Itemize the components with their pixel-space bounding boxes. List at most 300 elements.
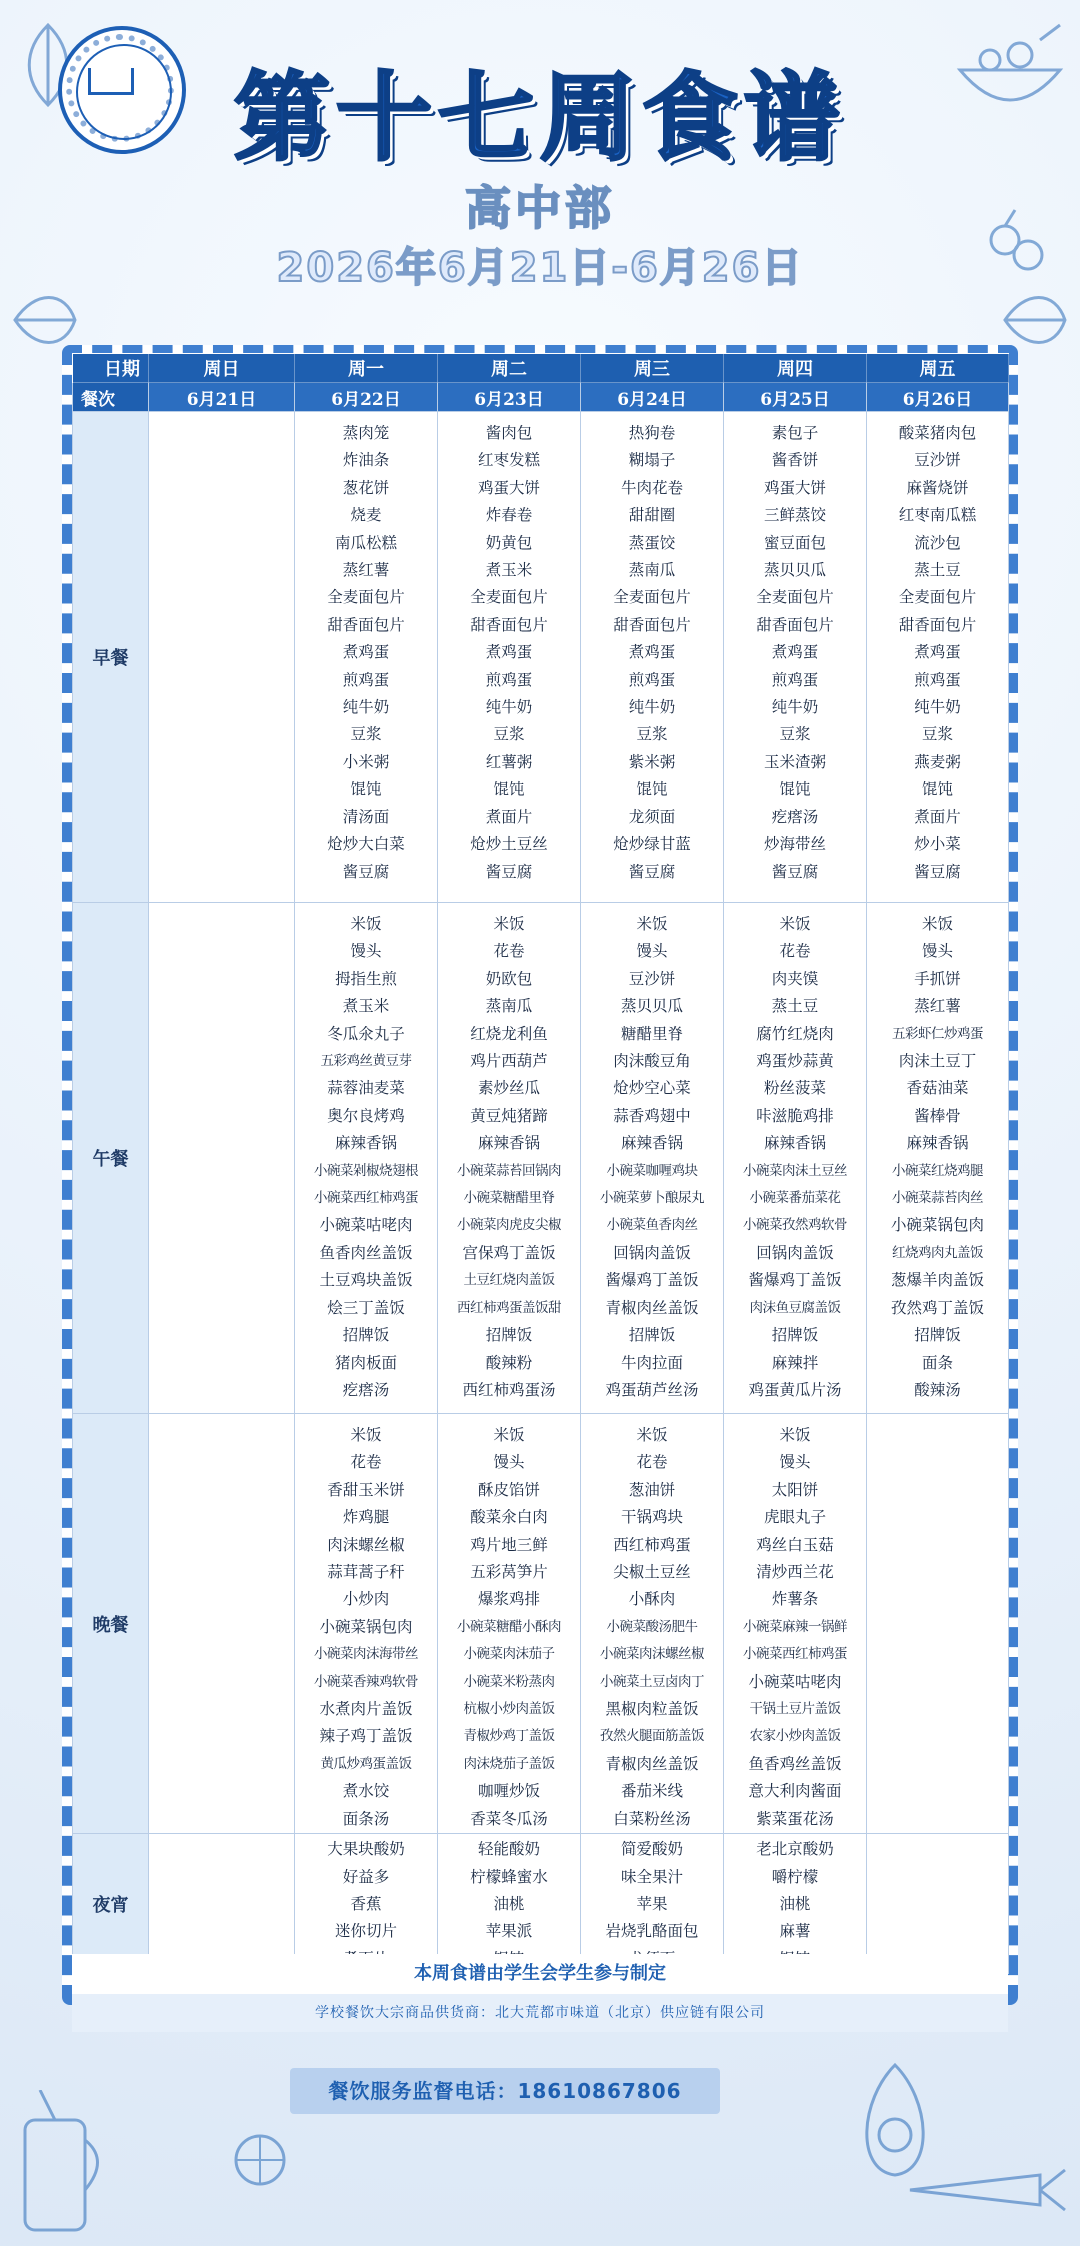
dish-item: 酸菜氽白肉 [470,1508,548,1527]
dish-item: 鸡蛋黄瓜片汤 [748,1380,842,1399]
dish-item: 酱豆腐 [914,862,961,881]
dish-item: 小碗菜土豆卤肉丁 [600,1673,704,1690]
dish-item: 鸡片地三鲜 [470,1535,548,1554]
dish-item: 腐竹红烧肉 [756,1024,834,1043]
dish-item: 麻酱烧饼 [906,478,969,497]
dish-item: 豆浆 [779,725,811,744]
dish-item: 酸菜猪肉包 [898,424,977,442]
menu-cell [867,1834,1009,1974]
day-date: 6月21日 [149,383,295,412]
menu-cell [149,1834,295,1974]
menu-cell [724,903,867,1414]
dish-item: 招牌饭 [771,1326,819,1345]
dish-item: 苹果 [636,1894,668,1913]
dish-item: 甜甜圈 [628,506,676,525]
dish-item: 蒸南瓜 [485,997,533,1016]
meal-row [73,1414,1009,1834]
dish-item: 小碗菜咕咾肉 [319,1216,413,1235]
dish-item: 鱼香肉丝盖饭 [319,1243,413,1262]
dish-item: 奶黄包 [485,533,533,552]
dish-item: 小碗菜肉沫茄子 [463,1646,555,1663]
dish-item: 麻辣香锅 [906,1134,969,1153]
dish-item: 五彩莴笋片 [470,1563,548,1582]
dish-item: 肉沫螺丝椒 [327,1535,405,1554]
dish-item: 全麦面包片 [898,588,977,607]
carrot-doodle-icon [900,2160,1070,2220]
dish-item: 酱香饼 [771,451,819,470]
dish-item: 小碗菜蒜苔回锅肉 [457,1162,561,1179]
dish-item: 玉米渣粥 [763,752,826,771]
dish-item: 煮面片 [914,807,961,826]
day-date: 6月25日 [724,383,867,412]
dish-item: 小碗菜锅包肉 [319,1617,413,1636]
dish-item: 蒸红薯 [914,997,961,1016]
dish-item: 猪肉板面 [334,1353,397,1372]
dish-item: 麻辣拌 [771,1353,819,1372]
dish-item: 燕麦粥 [914,752,961,771]
dish-item: 米饭 [921,915,953,933]
day-header-row [73,354,1009,383]
dish-item: 烩三丁盖饭 [327,1298,405,1317]
dish-item: 酱爆鸡丁盖饭 [748,1271,842,1290]
day-date: 6月24日 [581,383,724,412]
dish-item: 甜香面包片 [613,615,691,634]
dish-item: 麻辣香锅 [620,1134,683,1153]
dish-item: 葱花饼 [342,478,390,497]
dish-item: 紫菜蛋花汤 [756,1809,834,1828]
dish-item: 全麦面包片 [327,588,405,607]
menu-cell [581,1414,724,1834]
dish-item: 西红柿鸡蛋 [613,1535,691,1554]
day-name: 周五 [867,354,1009,383]
dish-item: 红枣发糕 [477,451,540,470]
dish-item: 手抓饼 [914,969,961,988]
dish-item: 小碗菜肉沫海带丝 [314,1646,418,1663]
dish-item: 煎鸡蛋 [628,670,676,689]
dish-item: 蒸贝贝瓜 [620,997,683,1016]
dish-item: 米饭 [636,915,668,933]
dish-item: 咔滋脆鸡排 [756,1106,834,1125]
dish-item: 南瓜松糕 [334,533,397,552]
dish-item: 香菜冬瓜汤 [470,1809,548,1828]
dish-item: 炸油条 [342,451,390,470]
dish-item: 鸡丝白玉菇 [756,1535,834,1554]
dish-item: 好益多 [342,1867,390,1886]
day-name: 周日 [149,354,295,383]
dish-item: 酱肉包 [485,424,533,442]
dish-item: 干锅鸡块 [620,1508,683,1527]
dish-item: 五彩鸡丝黄豆芽 [320,1053,412,1070]
menu-cell [295,1414,438,1834]
dish-item: 轻能酸奶 [477,1840,540,1859]
dish-item: 炒海带丝 [763,835,826,854]
dish-item: 甜香面包片 [756,615,834,634]
dish-item: 岩烧乳酪面包 [605,1922,699,1941]
dish-item: 豆浆 [921,725,953,744]
dish-item: 水煮肉片盖饭 [319,1700,413,1719]
dish-item: 煎鸡蛋 [485,670,533,689]
dish-item: 回锅肉盖饭 [756,1243,834,1262]
dish-item: 米饭 [636,1426,668,1444]
dish-item: 纯牛奶 [771,698,819,717]
menu-cell [581,903,724,1414]
dish-item: 苹果派 [485,1922,533,1941]
dish-item: 花卷 [636,1453,668,1472]
dish-item: 鸡蛋炒蒜黄 [756,1052,834,1071]
dish-item: 小碗菜红烧鸡腿 [892,1162,983,1179]
dish-item: 酱豆腐 [628,862,676,881]
dish-item: 虎眼丸子 [763,1508,826,1527]
day-name: 周三 [581,354,724,383]
dish-item: 鸡蛋大饼 [763,478,826,497]
dish-item: 粉丝菠菜 [763,1079,826,1098]
leaf-doodle-icon [1000,290,1070,350]
dish-item: 农家小炒肉盖饭 [749,1728,841,1745]
menu-cell [149,412,295,903]
day-name: 周四 [724,354,867,383]
dish-item: 馒头 [493,1453,525,1472]
dish-item: 炸春卷 [485,506,533,525]
page-title: 第十七周食谱 [234,62,846,174]
dish-item: 麻辣香锅 [334,1134,397,1153]
dish-item: 小碗菜西红柿鸡蛋 [314,1190,418,1207]
dish-item: 龙须面 [628,807,676,826]
dish-item: 米饭 [350,915,382,933]
dish-item: 豆沙饼 [914,451,961,470]
date-header-row [73,383,1009,412]
dish-item: 蒜茸蒿子秆 [327,1563,405,1582]
dish-item: 小碗菜香辣鸡软骨 [314,1673,418,1690]
dish-item: 全麦面包片 [756,588,834,607]
dish-item: 馄饨 [921,780,953,799]
dish-item: 小碗菜剁椒烧翅根 [314,1162,418,1179]
dish-item: 清汤面 [342,807,390,826]
dish-item: 大果块酸奶 [327,1840,405,1859]
dish-item: 煮玉米 [342,997,390,1016]
dish-item: 蒜香鸡翅中 [613,1106,691,1125]
dish-item: 油桃 [493,1894,525,1913]
dish-item: 油桃 [779,1894,811,1913]
dish-item: 甜香面包片 [327,615,405,634]
dish-item: 炝炒土豆丝 [470,835,548,854]
dish-item: 酸辣粉 [485,1353,533,1372]
dish-item: 嚼柠檬 [771,1867,819,1886]
dish-item: 蒸南瓜 [628,561,676,580]
dish-item: 炝炒大白菜 [327,835,405,854]
day-name: 周一 [295,354,438,383]
dish-item: 糖醋里脊 [620,1024,683,1043]
dish-item: 青椒肉丝盖饭 [605,1754,699,1773]
dish-item: 麻辣香锅 [763,1134,826,1153]
dish-item: 小碗菜酸汤肥牛 [606,1618,698,1635]
menu-cell [295,903,438,1414]
dish-item: 花卷 [779,942,811,961]
day-name: 周二 [438,354,581,383]
dish-item: 炸薯条 [771,1590,819,1609]
dish-item: 香蕉 [350,1894,382,1913]
dish-item: 糊塌子 [628,451,676,470]
dish-item: 简爱酸奶 [620,1840,683,1859]
dish-item: 米饭 [493,1426,525,1444]
dish-item: 炒小菜 [914,835,961,854]
dish-item: 馄饨 [636,780,668,799]
dish-item: 香菇油菜 [906,1079,969,1098]
dish-item: 煮面片 [485,807,533,826]
dish-item: 面条 [921,1353,953,1372]
dish-item: 甜香面包片 [898,615,977,634]
dish-item: 甜香面包片 [470,615,548,634]
dish-item: 紫米粥 [628,752,676,771]
dish-item: 花卷 [350,1453,382,1472]
day-date: 6月22日 [295,383,438,412]
dish-item: 米饭 [493,915,525,933]
dish-item: 牛肉花卷 [620,478,683,497]
supplier-info: 学校餐饮大宗商品供货商：北大荒都市味道（北京）供应链有限公司 [72,1994,1008,2032]
dish-item: 奶欧包 [485,969,533,988]
dish-item: 尖椒土豆丝 [613,1563,691,1582]
dish-item: 蒸肉笼 [342,424,390,442]
dish-item: 意大利肉酱面 [748,1782,842,1801]
dish-item: 小碗菜麻辣一锅鲜 [743,1618,847,1635]
dish-item: 招牌饭 [342,1326,390,1345]
menu-cell [724,412,867,903]
dish-item: 葱油饼 [628,1480,676,1499]
dish-item: 炝炒绿甘蓝 [613,835,691,854]
date-header-label: 日期 [73,354,149,383]
dish-item: 纯牛奶 [342,698,390,717]
dish-item: 面条汤 [342,1809,390,1828]
dish-item: 蒸土豆 [914,561,961,580]
meal-label: 午餐 [73,903,149,1414]
meal-row [73,903,1009,1414]
hotline-banner: 餐饮服务监督电话：18610867806 [290,2068,720,2114]
dish-item: 纯牛奶 [485,698,533,717]
menu-cell [438,903,581,1414]
date-range: 2026年6月21日-6月26日 [276,245,804,291]
dish-item: 红烧鸡肉丸盖饭 [892,1244,983,1261]
dish-item: 麻薯 [779,1922,811,1941]
dish-item: 肉沫酸豆角 [613,1052,691,1071]
dish-item: 素包子 [771,424,819,442]
dish-item: 酱豆腐 [485,862,533,881]
dish-item: 疙瘩汤 [771,807,819,826]
dish-item: 馒头 [779,1453,811,1472]
orange-doodle-icon [230,2130,290,2190]
menu-cell [581,412,724,903]
dish-item: 全麦面包片 [613,588,691,607]
menu-cell [295,1834,438,1974]
dish-item: 蒜蓉油麦菜 [327,1079,405,1098]
dish-item: 小碗菜肉沫螺丝椒 [600,1646,704,1663]
dish-item: 酱棒骨 [914,1106,961,1125]
day-date: 6月26日 [867,383,1009,412]
dish-item: 煎鸡蛋 [771,670,819,689]
dish-item: 小碗菜糖醋里脊 [463,1190,555,1207]
menu-cell [438,412,581,903]
dish-item: 招牌饭 [485,1326,533,1345]
dish-item: 西红柿鸡蛋盖饭甜 [457,1299,561,1316]
dish-item: 煮鸡蛋 [628,643,676,662]
dish-item: 小碗菜锅包肉 [890,1216,984,1235]
dish-item: 咖喱炒饭 [477,1782,540,1801]
dish-item: 番茄米线 [620,1782,683,1801]
dish-item: 小炒肉 [342,1590,390,1609]
dish-item: 煮鸡蛋 [485,643,533,662]
dish-item: 煮鸡蛋 [771,643,819,662]
dish-item: 酱豆腐 [771,862,819,881]
dish-item: 纯牛奶 [914,698,961,717]
dish-item: 奥尔良烤鸡 [327,1106,405,1125]
dish-item: 土豆鸡块盖饭 [319,1271,413,1290]
dish-item: 煮水饺 [342,1782,390,1801]
menu-cell [438,1414,581,1834]
dish-item: 香甜玉米饼 [327,1480,405,1499]
dish-item: 黑椒肉粒盖饭 [605,1700,699,1719]
menu-cell [149,903,295,1414]
dish-item: 小碗菜蒜苔肉丝 [892,1190,983,1207]
dish-item: 招牌饭 [628,1326,676,1345]
menu-cell [867,1414,1009,1834]
dish-item: 煮玉米 [485,561,533,580]
dish-item: 味全果汁 [620,1867,683,1886]
dish-item: 热狗卷 [628,424,676,442]
meal-label: 晚餐 [73,1414,149,1834]
dish-item: 馄饨 [493,780,525,799]
dish-item: 爆浆鸡排 [477,1590,540,1609]
dish-item: 鱼香鸡丝盖饭 [748,1754,842,1773]
dish-item: 杭椒小炒肉盖饭 [463,1701,555,1718]
day-date: 6月23日 [438,383,581,412]
dish-item: 馒头 [350,942,382,961]
dish-item: 宫保鸡丁盖饭 [462,1243,556,1262]
dish-item: 蒸蛋饺 [628,533,676,552]
dish-item: 小碗菜肉沫土豆丝 [743,1162,847,1179]
dish-item: 肉夹馍 [771,969,819,988]
dish-item: 孜然鸡丁盖饭 [890,1298,984,1317]
page-subtitle: 高中部 [465,181,615,235]
dish-item: 肉沫鱼豆腐盖饭 [749,1299,841,1316]
meal-label: 早餐 [73,412,149,903]
dish-item: 烧麦 [350,506,382,525]
menu-cell [867,412,1009,903]
dish-item: 青椒肉丝盖饭 [605,1298,699,1317]
dish-item: 豆沙饼 [628,969,676,988]
dish-item: 米饭 [779,915,811,933]
dish-item: 米饭 [779,1426,811,1444]
dish-item: 煎鸡蛋 [342,670,390,689]
dish-item: 葱爆羊肉盖饭 [890,1271,984,1290]
dish-item: 馒头 [636,942,668,961]
dish-item: 清炒西兰花 [756,1563,834,1582]
dish-item: 辣子鸡丁盖饭 [319,1727,413,1746]
dish-item: 冬瓜氽丸子 [327,1024,405,1043]
dish-item: 素炒丝瓜 [477,1079,540,1098]
dish-item: 小碗菜西红柿鸡蛋 [743,1646,847,1663]
dish-item: 三鲜蒸饺 [763,506,826,525]
dish-item: 小碗菜肉虎皮尖椒 [457,1217,561,1234]
meal-header-label: 餐次 [73,383,149,412]
dish-item: 全麦面包片 [470,588,548,607]
leaf-doodle-icon [10,290,80,350]
dish-item: 煎鸡蛋 [914,670,961,689]
dish-item: 酸辣汤 [914,1380,961,1399]
menu-table [72,353,1009,1974]
menu-cell [581,1834,724,1974]
dish-item: 小碗菜孜然鸡软骨 [743,1217,847,1234]
dish-item: 五彩虾仁炒鸡蛋 [892,1025,983,1042]
menu-cell [724,1834,867,1974]
menu-cell [149,1414,295,1834]
dish-item: 豆浆 [493,725,525,744]
dish-item: 流沙包 [914,533,961,552]
dish-item: 米饭 [350,1426,382,1444]
menu-note: 本周食谱由学生会学生参与制定 [72,1954,1008,1995]
dish-item: 迷你切片 [334,1922,397,1941]
meal-row [73,1834,1009,1974]
dish-item: 西红柿鸡蛋汤 [462,1380,556,1399]
dish-item: 蒸贝贝瓜 [763,561,826,580]
dish-item: 鸡蛋葫芦丝汤 [605,1380,699,1399]
dish-item: 馒头 [921,942,953,961]
dish-item: 酱爆鸡丁盖饭 [605,1271,699,1290]
dish-item: 纯牛奶 [628,698,676,717]
dish-item: 豆浆 [350,725,382,744]
meal-label: 夜宵 [73,1834,149,1974]
dish-item: 招牌饭 [914,1326,961,1345]
dish-item: 豆浆 [636,725,668,744]
dish-item: 回锅肉盖饭 [613,1243,691,1262]
menu-cell [724,1414,867,1834]
dish-item: 青椒炒鸡丁盖饭 [463,1728,555,1745]
dish-item: 牛肉拉面 [620,1353,683,1372]
dish-item: 柠檬蜂蜜水 [470,1867,548,1886]
meal-row [73,412,1009,903]
dish-item: 拇指生煎 [334,969,397,988]
dish-item: 小碗菜鱼香肉丝 [606,1217,698,1234]
dish-item: 肉沫土豆丁 [898,1052,977,1071]
dish-item: 红烧龙利鱼 [470,1024,548,1043]
dish-item: 小碗菜番茄菜花 [749,1190,841,1207]
jar-doodle-icon [10,2090,120,2240]
dish-item: 小酥肉 [628,1590,676,1609]
menu-cell [295,412,438,903]
dish-item: 老北京酸奶 [756,1840,834,1859]
menu-cell [438,1834,581,1974]
dish-item: 土豆红烧肉盖饭 [463,1272,555,1289]
dish-item: 馄饨 [350,780,382,799]
dish-item: 麻辣香锅 [477,1134,540,1153]
dish-item: 蜜豆面包 [763,533,826,552]
dish-item: 红薯粥 [485,752,533,771]
dish-item: 太阳饼 [771,1480,819,1499]
dish-item: 红枣南瓜糕 [898,506,977,525]
dish-item: 黄豆炖猪蹄 [470,1106,548,1125]
dish-item: 蒸土豆 [771,997,819,1016]
dish-item: 蒸红薯 [342,561,390,580]
dish-item: 煮鸡蛋 [914,643,961,662]
dish-item: 炸鸡腿 [342,1508,390,1527]
dish-item: 小米粥 [342,752,390,771]
dish-item: 孜然火腿面筋盖饭 [600,1728,704,1745]
dish-item: 鸡片西葫芦 [470,1052,548,1071]
dish-item: 黄瓜炒鸡蛋盖饭 [320,1755,412,1772]
dish-item: 花卷 [493,942,525,961]
dish-item: 小碗菜萝卜酿尿丸 [600,1190,704,1207]
dish-item: 干锅土豆片盖饭 [749,1701,841,1718]
dish-item: 馄饨 [779,780,811,799]
menu-cell [867,903,1009,1414]
dish-item: 小碗菜咕咾肉 [748,1672,842,1691]
